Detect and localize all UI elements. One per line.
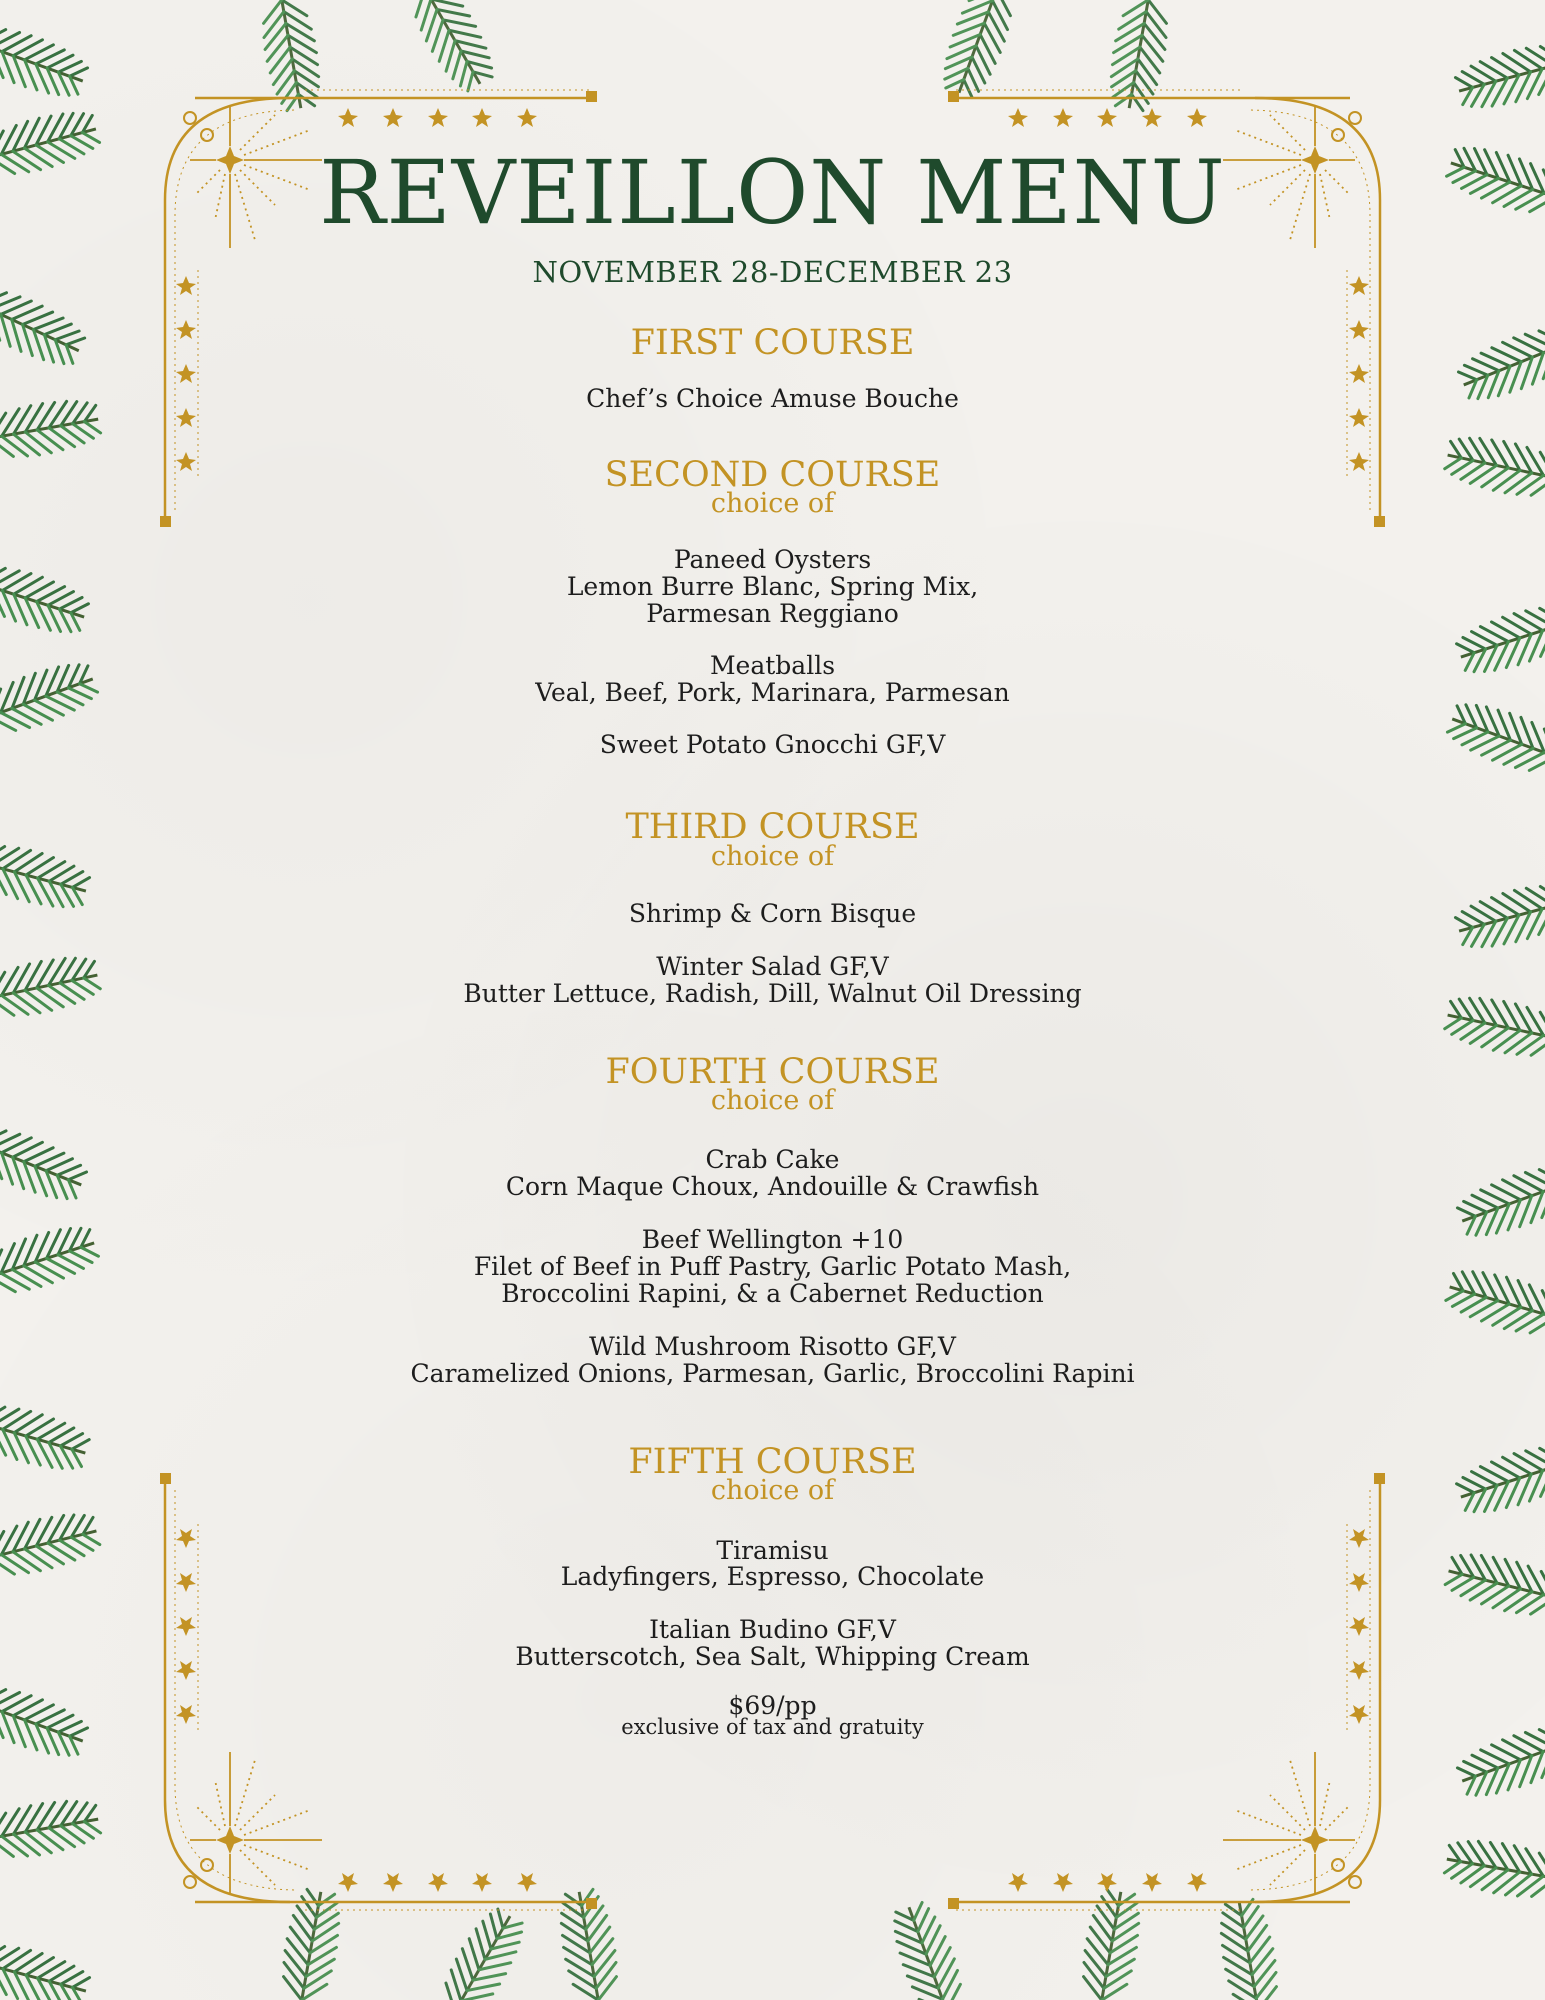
menu-item-description: Filet of Beef in Puff Pastry, Garlic Potato Mash, <box>473 1252 1072 1281</box>
menu-price: $69/pp <box>728 1691 817 1720</box>
course-subtitle-third: choice of <box>710 841 835 872</box>
menu-item-description: Broccolini Rapini, & a Cabernet Reduction <box>501 1279 1044 1308</box>
menu-dates: NOVEMBER 28-DECEMBER 23 <box>532 255 1013 289</box>
course-heading-second: SECOND COURSE <box>604 455 941 495</box>
course-subtitle-second: choice of <box>710 488 835 519</box>
course-heading-fourth: FOURTH COURSE <box>605 1052 940 1092</box>
menu-item-description: Lemon Burre Blanc, Spring Mix, <box>566 572 979 601</box>
menu-item-wild-mushroom-risotto: Wild Mushroom Risotto GF,V <box>589 1332 956 1361</box>
menu-item-beef-wellington: Beef Wellington +10 <box>641 1225 904 1254</box>
menu-item-description: Butter Lettuce, Radish, Dill, Walnut Oil Dressing <box>463 979 1082 1008</box>
menu-item-description: Veal, Beef, Pork, Marinara, Parmesan <box>535 678 1010 707</box>
course-heading-first: FIRST COURSE <box>630 323 915 363</box>
menu-item-amuse-bouche: Chef’s Choice Amuse Bouche <box>586 384 959 413</box>
menu-item-meatballs: Meatballs <box>709 651 836 680</box>
menu-price-note: exclusive of tax and gratuity <box>621 1715 924 1739</box>
menu-item-description: Ladyfingers, Espresso, Chocolate <box>560 1562 985 1591</box>
menu-item-description: Corn Maque Choux, Andouille & Crawfish <box>505 1172 1040 1201</box>
menu-item-crab-cake: Crab Cake <box>705 1145 840 1174</box>
menu-item-description: Parmesan Reggiano <box>646 599 899 628</box>
course-subtitle-fourth: choice of <box>710 1085 835 1116</box>
menu-item-tiramisu: Tiramisu <box>716 1536 829 1565</box>
course-subtitle-fifth: choice of <box>710 1475 835 1506</box>
menu-title: REVEILLON MENU <box>319 141 1226 244</box>
menu-item-italian-budino: Italian Budino GF,V <box>649 1615 896 1644</box>
menu-item-description: Butterscotch, Sea Salt, Whipping Cream <box>515 1642 1030 1671</box>
menu-item-paneed-oysters: Paneed Oysters <box>673 545 872 574</box>
menu-item-description: Caramelized Onions, Parmesan, Garlic, Broccolini Rapini <box>410 1359 1135 1388</box>
menu-item-sweet-potato-gnocchi: Sweet Potato Gnocchi GF,V <box>599 730 946 759</box>
course-heading-third: THIRD COURSE <box>625 807 920 847</box>
course-heading-fifth: FIFTH COURSE <box>628 1442 917 1482</box>
menu-item-winter-salad: Winter Salad GF,V <box>656 952 889 981</box>
menu-item-shrimp-corn-bisque: Shrimp & Corn Bisque <box>628 899 917 928</box>
